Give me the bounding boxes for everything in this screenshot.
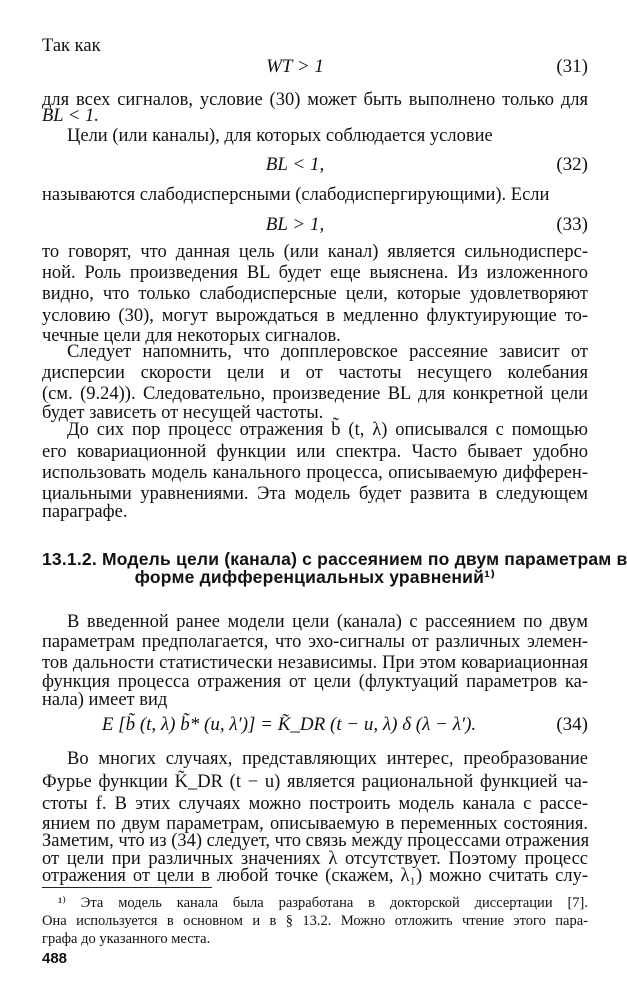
equation-body: BL < 1, bbox=[265, 154, 325, 175]
page-number: 488 bbox=[42, 950, 68, 967]
text-line: параграфе. bbox=[42, 502, 128, 522]
text-line: (см. (9.24)). Следовательно, произведение BL для конкретной цели bbox=[42, 384, 588, 404]
section-heading: 13.1.2. Модель цели (канала) с рассеянием по двум параметрам в bbox=[42, 549, 627, 569]
equation-body: BL > 1, bbox=[265, 214, 325, 235]
text-line: До сих пор процесс отражения b̃ (t, λ) описывался с помощью bbox=[67, 420, 588, 440]
equation-32 bbox=[42, 152, 588, 178]
text-line: функция процесса отражения от цели (флуктуаций параметров ка- bbox=[42, 672, 588, 692]
equation-34 bbox=[42, 712, 588, 738]
equation-number: (34) bbox=[556, 714, 588, 735]
footnote-line: графа до указанного места. bbox=[42, 931, 211, 947]
text-line: использовать модель канального процесса, описываемую дифферен- bbox=[42, 463, 588, 483]
text-line: чечные цели для некоторых сигналов. bbox=[42, 326, 341, 346]
text-line: стоты f. В этих случаях можно построить модель канала с рассе- bbox=[42, 794, 588, 814]
equation-number: (33) bbox=[556, 214, 588, 235]
text-line: Заметим, что из (34) следует, что связь между процессами отражения bbox=[42, 831, 590, 851]
text-line: то говорят, что данная цель (или канал) является сильнодисперс- bbox=[42, 242, 588, 262]
text-line: параметрам предполагается, что эхо-сигналы от различных элемен- bbox=[42, 632, 588, 652]
text-line: его ковариационной функции или спектра. Часто бывает удобно bbox=[42, 442, 588, 462]
text-line: видно, что только слабодисперсные цели, которые удовлетворяют bbox=[42, 284, 588, 304]
text-line: циальными уравнениями. Эта модель будет развита в следующем bbox=[42, 484, 588, 504]
text-line: Фурье функции K̃_DR (t − u) является рациональной функцией ча- bbox=[42, 772, 588, 792]
text-line: янием по двум параметрам, описываемую в переменных состояния. bbox=[42, 814, 588, 834]
text-line: Так как bbox=[42, 36, 101, 56]
text-line: тов дальности статистически независимы. При этом ковариационная bbox=[42, 653, 588, 673]
text-line: дисперсии скорости цели и от частоты несущего колебания bbox=[42, 363, 588, 383]
text-line: В введенной ранее модели цели (канала) с рассеянием по двум bbox=[67, 612, 588, 632]
footnote-separator bbox=[42, 887, 212, 888]
text-line: Во многих случаях, представляющих интерес, преобразование bbox=[67, 749, 588, 769]
footnote-line: ¹⁾ Эта модель канала была разработана в докторской диссертации [7]. bbox=[58, 895, 588, 911]
equation-31 bbox=[42, 54, 588, 80]
equation-body: WT > 1 bbox=[266, 56, 324, 77]
text-line: для всех сигналов, условие (30) может быть выполнено только для bbox=[42, 90, 588, 110]
equation-number: (31) bbox=[556, 56, 588, 77]
text-line: от цели при различных значениях λ отсутствует. Поэтому процесс bbox=[42, 849, 588, 869]
text-line: Следует напомнить, что допплеровское рассеяние зависит от bbox=[67, 342, 588, 362]
equation-33 bbox=[42, 212, 588, 238]
text-line: называются слабодисперсными (слабодиспергирующими). Если bbox=[42, 185, 550, 205]
text-line: условию (30), могут вырождаться в медленно флуктуирующие то- bbox=[42, 306, 588, 326]
footnote-line: Она используется в основном и в § 13.2. Можно отложить чтение этого пара- bbox=[42, 913, 588, 929]
text-line: отражения от цели в любой точке (скажем, λ₁) можно считать слу- bbox=[42, 866, 588, 886]
text-line: ной. Роль произведения BL будет еще выяснена. Из изложенного bbox=[42, 263, 588, 283]
text-line: нала) имеет вид bbox=[42, 690, 168, 710]
equation-body: E [b̃ (t, λ) b̃* (u, λ′)] = K̃_DR (t − u, λ) δ (λ − λ′). bbox=[101, 714, 477, 735]
text-line: будет зависеть от несущей частоты. bbox=[42, 403, 324, 423]
equation-number: (32) bbox=[556, 154, 588, 175]
text-line: BL < 1. bbox=[42, 106, 99, 126]
section-heading-continued: форме дифференциальных уравнений¹⁾ bbox=[134, 567, 496, 587]
text-line: Цели (или каналы), для которых соблюдается условие bbox=[67, 126, 493, 146]
